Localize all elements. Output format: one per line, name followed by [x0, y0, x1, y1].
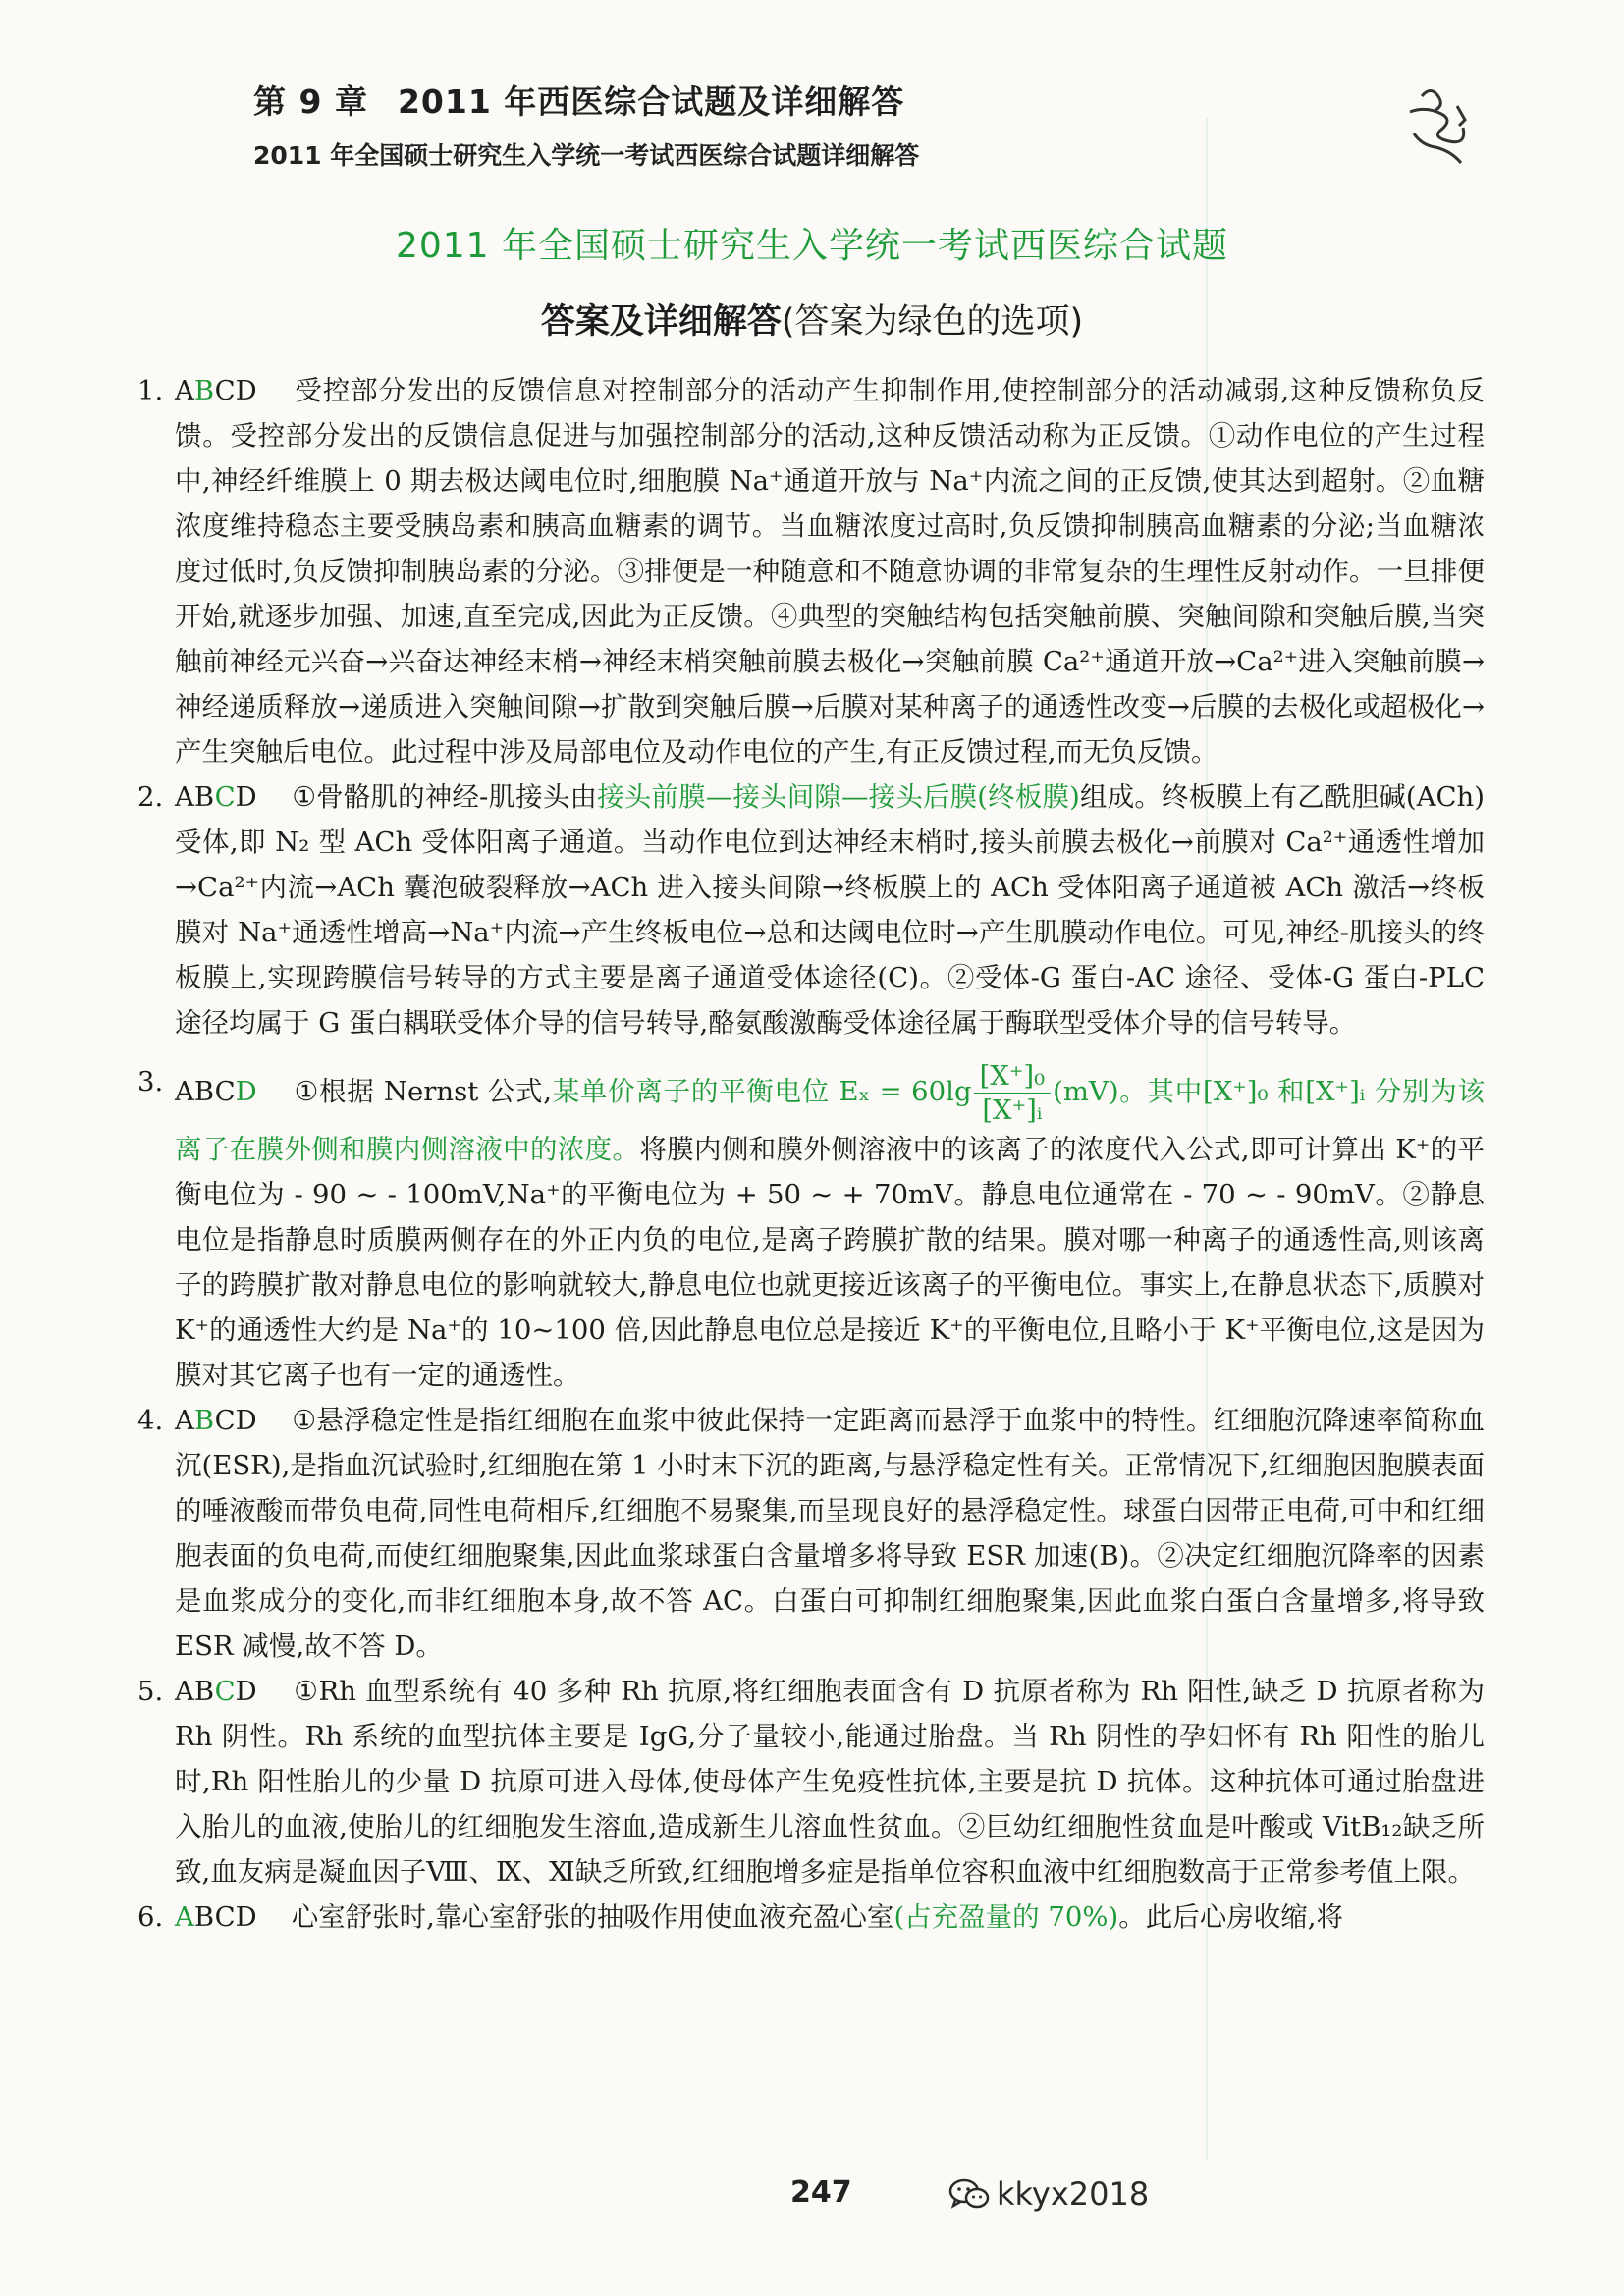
- option-c: C: [214, 781, 236, 813]
- section-title: [0, 294, 1624, 344]
- option-d: D: [235, 1076, 257, 1107]
- option-b: B: [193, 1076, 215, 1107]
- option-a: A: [175, 375, 194, 406]
- wechat-icon: [947, 2176, 991, 2212]
- option-b: B: [193, 1901, 215, 1933]
- option-c: C: [214, 1405, 236, 1436]
- signature-logo-icon: [1392, 77, 1487, 171]
- fraction-numerator: [X⁺]₀: [974, 1059, 1052, 1094]
- nernst-formula-lead: 某单价离子的平衡电位 Eₓ = 60lg: [551, 1076, 972, 1107]
- option-b: B: [193, 781, 215, 813]
- option-a: A: [175, 1076, 194, 1107]
- nernst-fraction: [974, 1059, 1052, 1127]
- explanation-highlight: 为该离子在膜外侧和膜内侧溶液中的浓度。: [175, 1076, 1485, 1165]
- option-c: C: [214, 1901, 236, 1933]
- question-number: 3.: [137, 1066, 164, 1097]
- explanation-text-continued: 。此后心房收缩,将: [1118, 1901, 1344, 1933]
- option-a: A: [175, 781, 194, 813]
- explanation-text: 心室舒张时,靠心室舒张的抽吸作用使血液充盈心室: [291, 1901, 894, 1933]
- option-d: D: [235, 781, 257, 813]
- option-c: C: [214, 1676, 236, 1707]
- answer-item-5: [137, 1669, 1485, 1895]
- answer-item-1: [137, 368, 1485, 774]
- answer-item-2: [137, 774, 1485, 1045]
- answer-options: [175, 375, 257, 406]
- question-number: 2.: [137, 781, 164, 813]
- answer-options: [175, 1076, 257, 1107]
- answer-item-4: [137, 1398, 1485, 1669]
- option-a: A: [175, 1405, 194, 1436]
- option-d: D: [235, 1676, 257, 1707]
- option-c: C: [214, 375, 236, 406]
- question-number: 1.: [137, 375, 164, 406]
- option-b: B: [193, 1676, 215, 1707]
- question-number: 6.: [137, 1901, 164, 1933]
- section-title-main: 答案及详细解答: [540, 302, 782, 342]
- question-number: 4.: [137, 1405, 164, 1436]
- explanation-text: ①根据 Nernst 公式,: [294, 1076, 552, 1107]
- answer-options: [175, 1676, 257, 1707]
- running-header: [253, 77, 919, 172]
- option-a: A: [175, 1901, 194, 1933]
- page-number: 247: [790, 2175, 852, 2210]
- watermark-text: kkyx2018: [997, 2175, 1150, 2213]
- option-a: A: [175, 1676, 194, 1707]
- watermark: [947, 2175, 1149, 2213]
- answer-list: [137, 368, 1485, 1940]
- explanation-text: ①Rh 血型系统有 40 多种 Rh 抗原,将红细胞表面含有 D 抗原者称为 Rh 阳性,缺乏 D 抗原者称为 Rh 阴性。Rh 系统的血型抗体主要是 IgG,分子量较小,能通过胎盘。当 Rh 阴性的孕妇怀有 Rh 阳性的胎儿时,Rh 阳性胎儿的少量 D 抗原可进入母体,使母体产生免疫性抗体,主要是抗 D 抗体。这种抗体可通过胎盘进入胎儿的血液,使胎儿的红细胞发生溶血,造成新生儿溶血性贫血。②巨幼红细胞性贫血是叶酸或 VitB₁₂缺乏所致,血友病是凝血因子Ⅷ、Ⅸ、Ⅺ缺乏所致,红细胞增多症是指单位容积血液中红细胞数高于正常参考值上限。: [175, 1676, 1485, 1888]
- chapter-title: 2011 年西医综合试题及详细解答: [397, 82, 905, 121]
- explanation-text: 受控部分发出的反馈信息对控制部分的活动产生抑制作用,使控制部分的活动减弱,这种反馈称负反馈。受控部分发出的反馈信息促进与加强控制部分的活动,这种反馈活动称为正反馈。①动作电位的产生过程中,神经纤维膜上 0 期去极达阈电位时,细胞膜 Na⁺通道开放与 Na⁺内流之间的正反馈,使其达到超射。②血糖浓度维持稳态主要受胰岛素和胰高血糖素的调节。当血糖浓度过高时,负反馈抑制胰高血糖素的分泌;当血糖浓度过低时,负反馈抑制胰岛素的分泌。③排便是一种随意和不随意协调的非常复杂的生理性反射动作。一旦排便开始,就逐步加强、加速,直至完成,因此为正反馈。④典型的突触结构包括突触前膜、突触间隙和突触后膜,当突触前神经元兴奋→兴奋达神经末梢→神经末梢突触前膜去极化→突触前膜 Ca²⁺通道开放→Ca²⁺进入突触前膜→神经递质释放→递质进入突触间隙→扩散到突触后膜→后膜对某种离子的通透性改变→后膜的去极化或超极化→产生突触后电位。此过程中涉及局部电位及动作电位的产生,有正反馈过程,而无负反馈。: [175, 375, 1486, 768]
- answer-options: [175, 781, 257, 813]
- option-d: D: [235, 375, 257, 406]
- answer-item-3: [137, 1059, 1485, 1398]
- section-title-note: (答案为绿色的选项): [781, 302, 1084, 342]
- explanation-text-continued: 组成。终板膜上有乙酰胆碱(ACh)受体,即 N₂ 型 ACh 受体阳离子通道。当动作电位到达神经末梢时,接头前膜去极化→前膜对 Ca²⁺通透性增加→Ca²⁺内流→ACh 囊泡破裂释放→ACh 进入接头间隙→终板膜上的 ACh 受体阳离子通道被 ACh 激活→终板膜对 Na⁺通透性增高→Na⁺内流→产生终板电位→总和达阈电位时→产生肌膜动作电位。可见,神经-肌接头的终板膜上,实现跨膜信号转导的方式主要是离子通道受体途径(C)。②受体-G 蛋白-AC 途径、受体-G 蛋白-PLC 途径均属于 G 蛋白耦联受体介导的信号转导,酪氨酸激酶受体途径属于酶联型受体介导的信号转导。: [175, 781, 1485, 1039]
- explanation-highlight: (占充盈量的 70%): [893, 1901, 1119, 1933]
- fraction-denominator: [X⁺]ᵢ: [982, 1095, 1043, 1126]
- answer-item-6: [137, 1895, 1485, 1940]
- chapter-heading: [253, 77, 919, 123]
- explanation-text: ①骨骼肌的神经-肌接头由: [292, 781, 598, 813]
- chapter-label: 第 9 章: [253, 82, 368, 121]
- nernst-formula-tail: (mV)。其中[X⁺]₀ 和[X⁺]ᵢ 分别: [1053, 1076, 1431, 1107]
- explanation-text: ①悬浮稳定性是指红细胞在血浆中彼此保持一定距离而悬浮于血浆中的特性。红细胞沉降速率简称血沉(ESR),是指血沉试验时,红细胞在第 1 小时末下沉的距离,与悬浮稳定性有关。正常情况下,红细胞因胞膜表面的唾液酸而带负电荷,同性电荷相斥,红细胞不易聚集,而呈现良好的悬浮稳定性。球蛋白因带正电荷,可中和红细胞表面的负电荷,而使红细胞聚集,因此血浆球蛋白含量增多将导致 ESR 加速(B)。②决定红细胞沉降率的因素是血浆成分的变化,而非红细胞本身,故不答 AC。白蛋白可抑制红细胞聚集,因此血浆白蛋白含量增多,将导致 ESR 减慢,故不答 D。: [175, 1405, 1486, 1662]
- option-b: B: [193, 375, 215, 406]
- answer-options: [175, 1405, 257, 1436]
- option-b: B: [193, 1405, 215, 1436]
- option-d: D: [235, 1901, 257, 1933]
- exam-title: 2011 年全国硕士研究生入学统一考试西医综合试题: [395, 226, 1229, 266]
- explanation-text-continued: 将膜内侧和膜外侧溶液中的该离子的浓度代入公式,即可计算出 K⁺的平衡电位为 - 90 ~ - 100mV,Na⁺的平衡电位为 + 50 ~ + 70mV。静息电位通常在 - 70 ~ - 90mV。②静息电位是指静息时质膜两侧存在的外正内负的电位,是离子跨膜扩散的结果。膜对哪一种离子的通透性高,则该离子的跨膜扩散对静息电位的影响就较大,静息电位也就更接近该离子的平衡电位。事实上,在静息状态下,质膜对 K⁺的通透性大约是 Na⁺的 10~100 倍,因此静息电位总是接近 K⁺的平衡电位,且略小于 K⁺平衡电位,这是因为膜对其它离子也有一定的通透性。: [175, 1134, 1485, 1391]
- option-d: D: [235, 1405, 257, 1436]
- option-c: C: [214, 1076, 236, 1107]
- explanation-highlight: 接头前膜—接头间隙—接头后膜(终板膜): [597, 781, 1080, 813]
- question-number: 5.: [137, 1676, 164, 1707]
- answer-options: [175, 1901, 257, 1933]
- chapter-subhead: 2011 年全国硕士研究生入学统一考试西医综合试题详细解答: [253, 141, 920, 170]
